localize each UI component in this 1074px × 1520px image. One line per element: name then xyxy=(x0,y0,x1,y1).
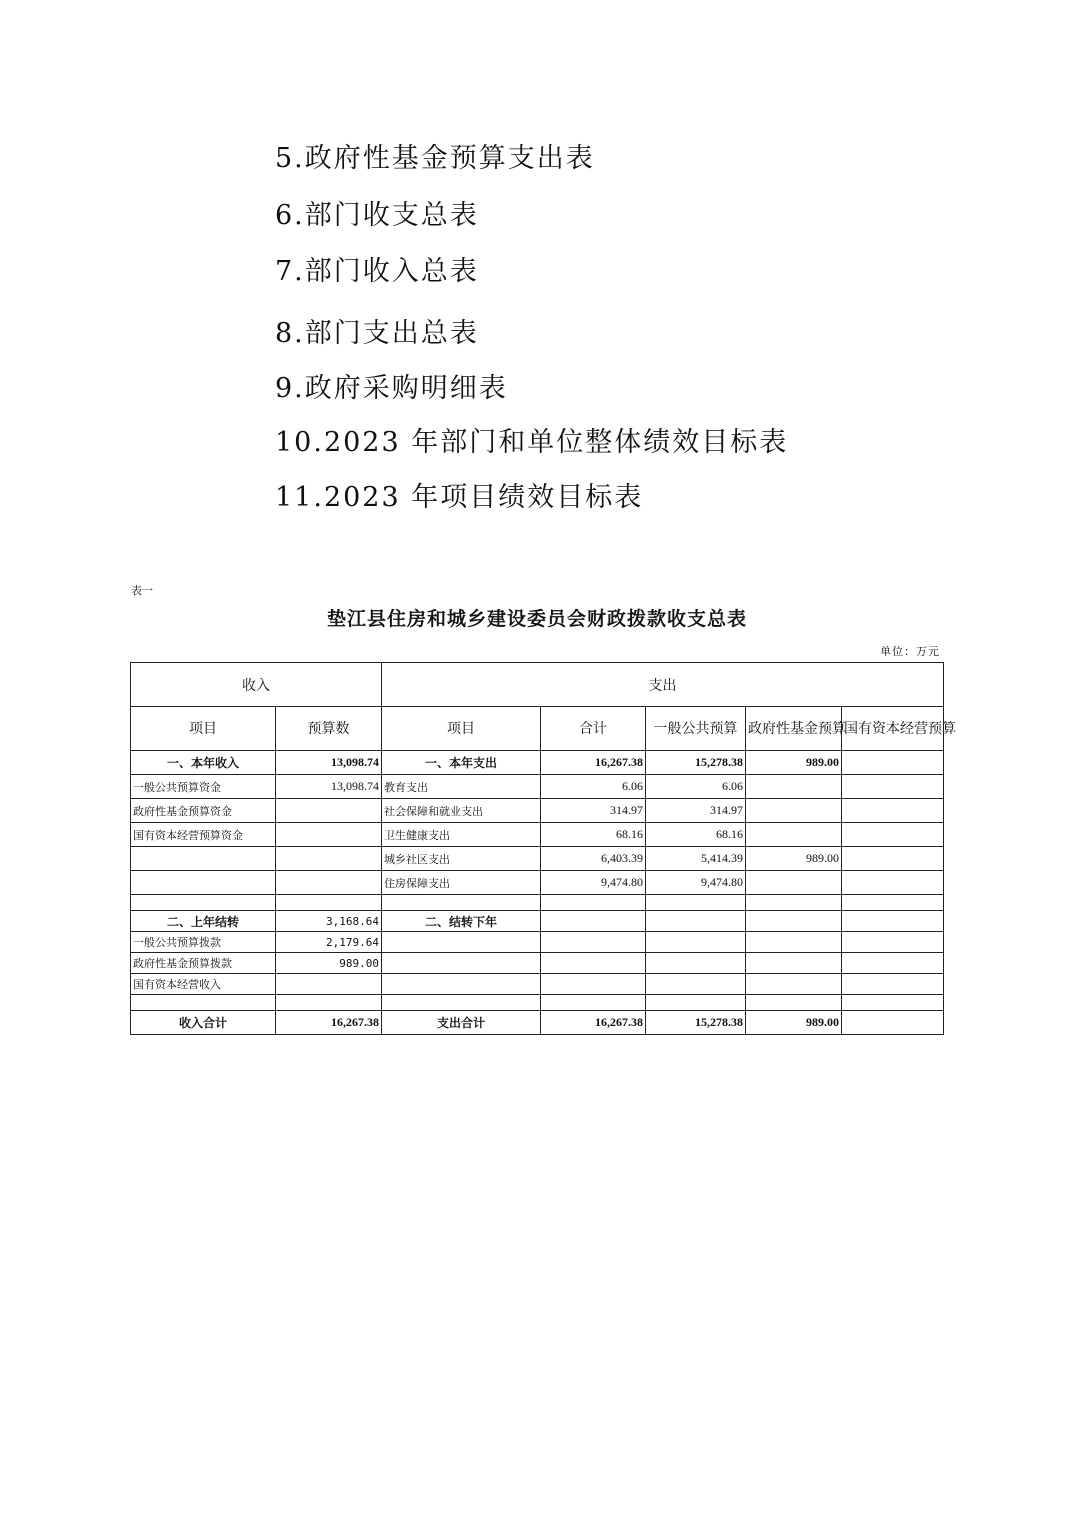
toc-item: 10.2023 年部门和单位整体绩效目标表 xyxy=(275,427,789,458)
toc-item: 11.2023 年项目绩效目标表 xyxy=(275,482,644,513)
cell: 二、结转下年 xyxy=(382,911,541,932)
cell: 15,278.38 xyxy=(646,751,746,775)
cell xyxy=(842,895,944,911)
cell xyxy=(382,953,541,974)
cell xyxy=(842,911,944,932)
cell: 2,179.64 xyxy=(276,932,382,953)
table-row xyxy=(131,751,944,775)
cell xyxy=(382,895,541,911)
cell xyxy=(276,974,382,995)
cell: 16,267.38 xyxy=(541,751,646,775)
cell: 13,098.74 xyxy=(276,751,382,775)
cell xyxy=(276,995,382,1011)
cell xyxy=(842,871,944,895)
col-budget: 预算数 xyxy=(276,707,382,751)
cell: 314.97 xyxy=(646,799,746,823)
table-row xyxy=(131,799,944,823)
table-title: 垫江县住房和城乡建设委员会财政拨款收支总表 xyxy=(326,608,747,630)
table-row xyxy=(131,847,944,871)
cell xyxy=(746,974,842,995)
cell xyxy=(746,953,842,974)
cell xyxy=(382,995,541,1011)
cell xyxy=(646,895,746,911)
cell: 6.06 xyxy=(646,775,746,799)
cell: 二、上年结转 xyxy=(131,911,276,932)
table-row xyxy=(131,932,944,953)
col-state: 国有资本经营预算 xyxy=(842,707,944,751)
col-item2: 项目 xyxy=(382,707,541,751)
cell xyxy=(541,932,646,953)
cell: 政府性基金预算资金 xyxy=(131,799,276,823)
cell: 政府性基金预算拨款 xyxy=(131,953,276,974)
cell xyxy=(746,871,842,895)
cell xyxy=(842,995,944,1011)
cell: 68.16 xyxy=(646,823,746,847)
cell: 13,098.74 xyxy=(276,775,382,799)
cell xyxy=(131,995,276,1011)
cell xyxy=(131,847,276,871)
col-total: 合计 xyxy=(541,707,646,751)
table-label: 表一 xyxy=(131,584,153,597)
cell: 一般公共预算拨款 xyxy=(131,932,276,953)
cell xyxy=(382,932,541,953)
col-general: 一般公共预算 xyxy=(646,707,746,751)
table-row-empty xyxy=(131,995,944,1011)
cell: 68.16 xyxy=(541,823,646,847)
cell: 国有资本经营预算资金 xyxy=(131,823,276,847)
cell xyxy=(276,895,382,911)
cell: 住房保障支出 xyxy=(382,871,541,895)
cell xyxy=(541,995,646,1011)
cell xyxy=(842,799,944,823)
cell xyxy=(746,932,842,953)
cell xyxy=(276,799,382,823)
cell: 16,267.38 xyxy=(541,1011,646,1035)
table-row xyxy=(131,953,944,974)
cell xyxy=(746,895,842,911)
cell: 9,474.80 xyxy=(646,871,746,895)
cell xyxy=(746,995,842,1011)
cell xyxy=(746,823,842,847)
toc-item: 6.部门收支总表 xyxy=(275,200,479,231)
cell: 16,267.38 xyxy=(276,1011,382,1035)
cell xyxy=(131,895,276,911)
cell xyxy=(842,823,944,847)
cell xyxy=(541,974,646,995)
cell xyxy=(276,823,382,847)
header-row-2 xyxy=(131,707,944,751)
cell xyxy=(842,1011,944,1035)
cell: 989.00 xyxy=(746,847,842,871)
table-row xyxy=(131,775,944,799)
table-row xyxy=(131,871,944,895)
toc-item: 9.政府采购明细表 xyxy=(275,373,508,404)
cell: 一般公共预算资金 xyxy=(131,775,276,799)
cell: 教育支出 xyxy=(382,775,541,799)
cell: 3,168.64 xyxy=(276,911,382,932)
cell xyxy=(276,871,382,895)
cell xyxy=(646,932,746,953)
cell: 城乡社区支出 xyxy=(382,847,541,871)
cell xyxy=(646,995,746,1011)
cell xyxy=(842,847,944,871)
cell xyxy=(842,953,944,974)
cell: 314.97 xyxy=(541,799,646,823)
table-row xyxy=(131,974,944,995)
cell: 卫生健康支出 xyxy=(382,823,541,847)
cell: 一、本年收入 xyxy=(131,751,276,775)
cell: 国有资本经营收入 xyxy=(131,974,276,995)
cell: 989.00 xyxy=(746,1011,842,1035)
header-row-1 xyxy=(131,663,944,707)
finance-table xyxy=(130,662,956,1035)
cell: 15,278.38 xyxy=(646,1011,746,1035)
table-row-empty xyxy=(131,895,944,911)
cell: 支出合计 xyxy=(382,1011,541,1035)
toc-item: 5.政府性基金预算支出表 xyxy=(275,143,595,174)
total-row xyxy=(131,1011,944,1035)
cell xyxy=(541,911,646,932)
cell xyxy=(842,751,944,775)
cell xyxy=(276,847,382,871)
cell xyxy=(646,953,746,974)
cell xyxy=(842,932,944,953)
col-item: 项目 xyxy=(131,707,276,751)
table-row xyxy=(131,911,944,932)
toc-item: 7.部门收入总表 xyxy=(275,256,479,287)
cell xyxy=(382,974,541,995)
cell: 5,414.39 xyxy=(646,847,746,871)
cell xyxy=(541,895,646,911)
cell xyxy=(541,953,646,974)
cell xyxy=(842,775,944,799)
cell: 989.00 xyxy=(276,953,382,974)
cell: 9,474.80 xyxy=(541,871,646,895)
cell: 6,403.39 xyxy=(541,847,646,871)
cell xyxy=(646,974,746,995)
cell xyxy=(746,775,842,799)
cell: 社会保障和就业支出 xyxy=(382,799,541,823)
table-row xyxy=(131,823,944,847)
cell xyxy=(842,974,944,995)
header-expense: 支出 xyxy=(382,663,944,707)
unit-label: 单位：万元 xyxy=(880,645,940,658)
cell xyxy=(646,911,746,932)
cell: 989.00 xyxy=(746,751,842,775)
cell: 6.06 xyxy=(541,775,646,799)
header-income: 收入 xyxy=(131,663,382,707)
cell xyxy=(131,871,276,895)
col-fund: 政府性基金预算 xyxy=(746,707,842,751)
cell xyxy=(746,799,842,823)
cell xyxy=(746,911,842,932)
toc-item: 8.部门支出总表 xyxy=(275,318,479,349)
cell: 收入合计 xyxy=(131,1011,276,1035)
cell: 一、本年支出 xyxy=(382,751,541,775)
